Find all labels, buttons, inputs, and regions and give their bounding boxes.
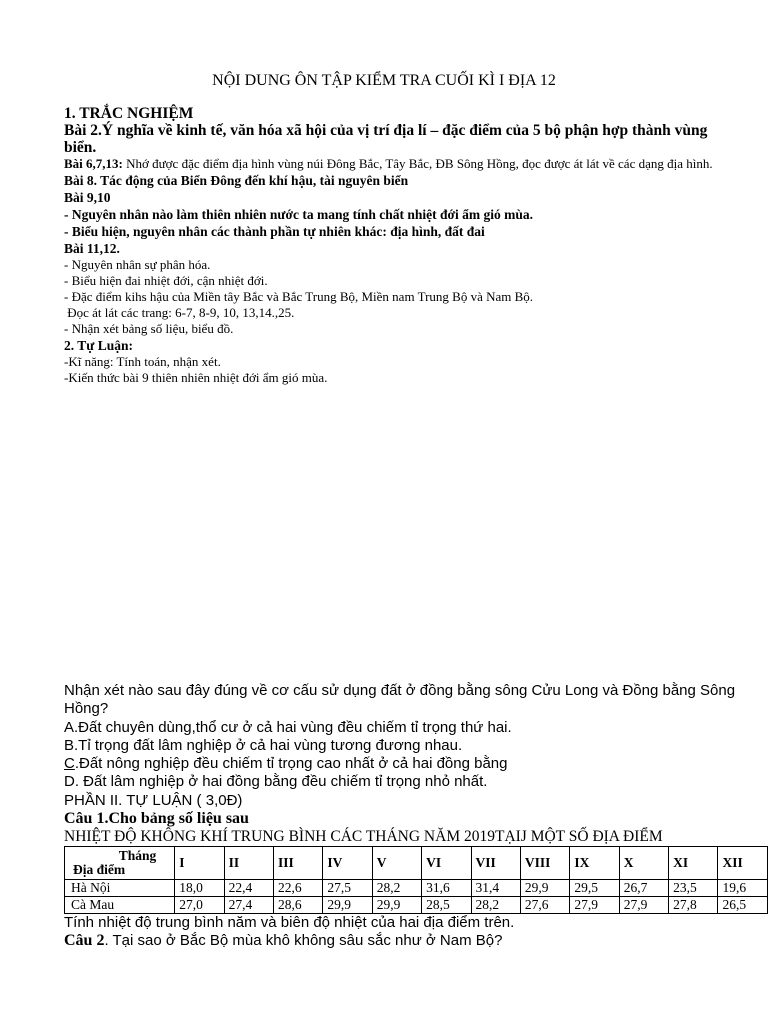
value-cell: 29,9 bbox=[323, 897, 372, 914]
section1-heading: 1. TRẮC NGHIỆM bbox=[64, 105, 194, 122]
option-b: B.Tỉ trọng đất lâm nghiệp ở cả hai vùng tương đương nhau. bbox=[64, 736, 463, 754]
bai11-item: - Đặc điểm kihs hậu của Miền tây Bắc và Bắc Trung Bộ, Miền nam Trung Bộ và Nam Bộ. bbox=[64, 289, 534, 304]
temperature-table bbox=[64, 846, 768, 914]
table-header-row bbox=[65, 847, 768, 880]
value-cell: 18,0 bbox=[175, 880, 224, 897]
value-cell: 22,6 bbox=[274, 880, 323, 897]
table-task: Tính nhiệt độ trung bình năm và biên độ nhiệt của hai địa điểm trên. bbox=[64, 914, 515, 931]
value-cell: 26,5 bbox=[718, 897, 768, 914]
value-cell: 27,9 bbox=[570, 897, 619, 914]
part2-heading: PHẦN II. TỰ LUẬN ( 3,0Đ) bbox=[64, 791, 243, 809]
value-cell: 29,5 bbox=[570, 880, 619, 897]
cau2-text: . Tại sao ở Bắc Bộ mùa khô không sâu sắc như ở Nam Bộ? bbox=[104, 932, 503, 950]
option-d: D. Đất lâm nghiệp ở hai đồng bằng đều chiếm tỉ trọng nhỏ nhất. bbox=[64, 773, 488, 791]
bai11-item: - Nguyên nhân sự phân hóa. bbox=[64, 257, 211, 272]
tasks-block bbox=[64, 914, 744, 951]
bai11-item: - Nhận xét bảng số liệu, biểu đồ. bbox=[64, 321, 234, 336]
review-content bbox=[64, 105, 724, 386]
bai9-item: - Nguyên nhân nào làm thiên nhiên nước ta mang tính chất nhiệt đới ẩm gió mùa. bbox=[64, 207, 533, 222]
table-corner-cell bbox=[65, 847, 175, 880]
section2-heading: 2. Tự Luận: bbox=[64, 338, 134, 353]
value-cell: 27,9 bbox=[619, 897, 668, 914]
value-cell: 28,6 bbox=[274, 897, 323, 914]
month-header: IX bbox=[570, 847, 619, 880]
question-stem: Nhận xét nào sau đây đúng về cơ cấu sử dụng đất ở đồng bằng sông Cửu Long và Đồng bằng Sông Hồng? bbox=[64, 682, 736, 718]
cau2-paragraph bbox=[64, 932, 744, 950]
table-row bbox=[65, 897, 768, 914]
month-header: XII bbox=[718, 847, 768, 880]
value-cell: 26,7 bbox=[619, 880, 668, 897]
option-c-letter: C bbox=[64, 755, 75, 773]
month-header: I bbox=[175, 847, 224, 880]
page-title: NỘI DUNG ÔN TẬP KIỂM TRA CUỐI KÌ I ĐỊA 12 bbox=[212, 72, 556, 89]
bai11-item: Đọc át lát các trang: 6-7, 8-9, 10, 13,14.,25. bbox=[64, 305, 295, 320]
bai8-text: Bài 8. Tác động của Biển Đông đến khí hậu, tài nguyên biển bbox=[64, 173, 409, 188]
value-cell: 29,9 bbox=[372, 897, 421, 914]
bai6-label: Bài 6,7,13: bbox=[64, 156, 123, 171]
month-header: XI bbox=[669, 847, 718, 880]
option-c-text: .Đất nông nghiệp đều chiếm tỉ trọng cao nhất ở cả hai đồng bằng bbox=[74, 755, 508, 773]
value-cell: 22,4 bbox=[224, 880, 273, 897]
option-a: A.Đất chuyên dùng,thổ cư ở cả hai vùng đều chiếm tỉ trọng thứ hai. bbox=[64, 718, 512, 736]
table-title: NHIỆT ĐỘ KHÔNG KHÍ TRUNG BÌNH CÁC THÁNG NĂM 2019TẠIJ MỘT SỐ ĐỊA ĐIỂM bbox=[64, 828, 663, 846]
value-cell: 23,5 bbox=[669, 880, 718, 897]
bai9-heading: Bài 9,10 bbox=[64, 190, 111, 205]
month-header: II bbox=[224, 847, 273, 880]
month-header: III bbox=[274, 847, 323, 880]
bai2-text: Bài 2.Ý nghĩa về kinh tế, văn hóa xã hội của vị trí địa lí – đặc điểm của 5 bộ phận hợp thành vùng biển. bbox=[64, 122, 708, 156]
value-cell: 28,2 bbox=[372, 880, 421, 897]
value-cell: 27,8 bbox=[669, 897, 718, 914]
corner-month-label: Tháng bbox=[118, 848, 157, 863]
bai11-heading: Bài 11,12. bbox=[64, 241, 120, 256]
value-cell: 27,5 bbox=[323, 880, 372, 897]
bai11-item: - Biểu hiện đai nhiệt đới, cận nhiệt đới. bbox=[64, 273, 268, 288]
section2-item: -Kiến thức bài 9 thiên nhiên nhiệt đới ẩm gió mùa. bbox=[64, 370, 328, 385]
bai6-text: Nhớ được đặc điểm địa hình vùng núi Đông Bắc, Tây Bắc, ĐB Sông Hồng, đọc được át lát về các dạng địa hình. bbox=[122, 156, 713, 171]
month-header: IV bbox=[323, 847, 372, 880]
value-cell: 27,4 bbox=[224, 897, 273, 914]
value-cell: 27,0 bbox=[175, 897, 224, 914]
month-header: X bbox=[619, 847, 668, 880]
value-cell: 29,9 bbox=[520, 880, 569, 897]
bai6-paragraph bbox=[64, 156, 724, 172]
value-cell: 28,2 bbox=[471, 897, 520, 914]
value-cell: 31,4 bbox=[471, 880, 520, 897]
option-c bbox=[64, 755, 744, 773]
value-cell: 19,6 bbox=[718, 880, 768, 897]
table-row bbox=[65, 880, 768, 897]
cau2-label: Câu 2 bbox=[64, 932, 105, 950]
question-block bbox=[64, 682, 744, 847]
place-cell: Cà Mau bbox=[65, 897, 175, 914]
month-header: VI bbox=[422, 847, 471, 880]
value-cell: 31,6 bbox=[422, 880, 471, 897]
month-header: VII bbox=[471, 847, 520, 880]
corner-place-label: Địa điểm bbox=[73, 862, 126, 877]
section2-item: -Kĩ năng: Tính toán, nhận xét. bbox=[64, 354, 221, 369]
month-header: VIII bbox=[520, 847, 569, 880]
value-cell: 27,6 bbox=[520, 897, 569, 914]
value-cell: 28,5 bbox=[422, 897, 471, 914]
month-header: V bbox=[372, 847, 421, 880]
place-cell: Hà Nội bbox=[65, 880, 175, 897]
cau1-heading: Câu 1.Cho bảng số liệu sau bbox=[64, 810, 249, 828]
bai9-item: - Biểu hiện, nguyên nhân các thành phần tự nhiên khác: địa hình, đất đai bbox=[64, 224, 485, 239]
